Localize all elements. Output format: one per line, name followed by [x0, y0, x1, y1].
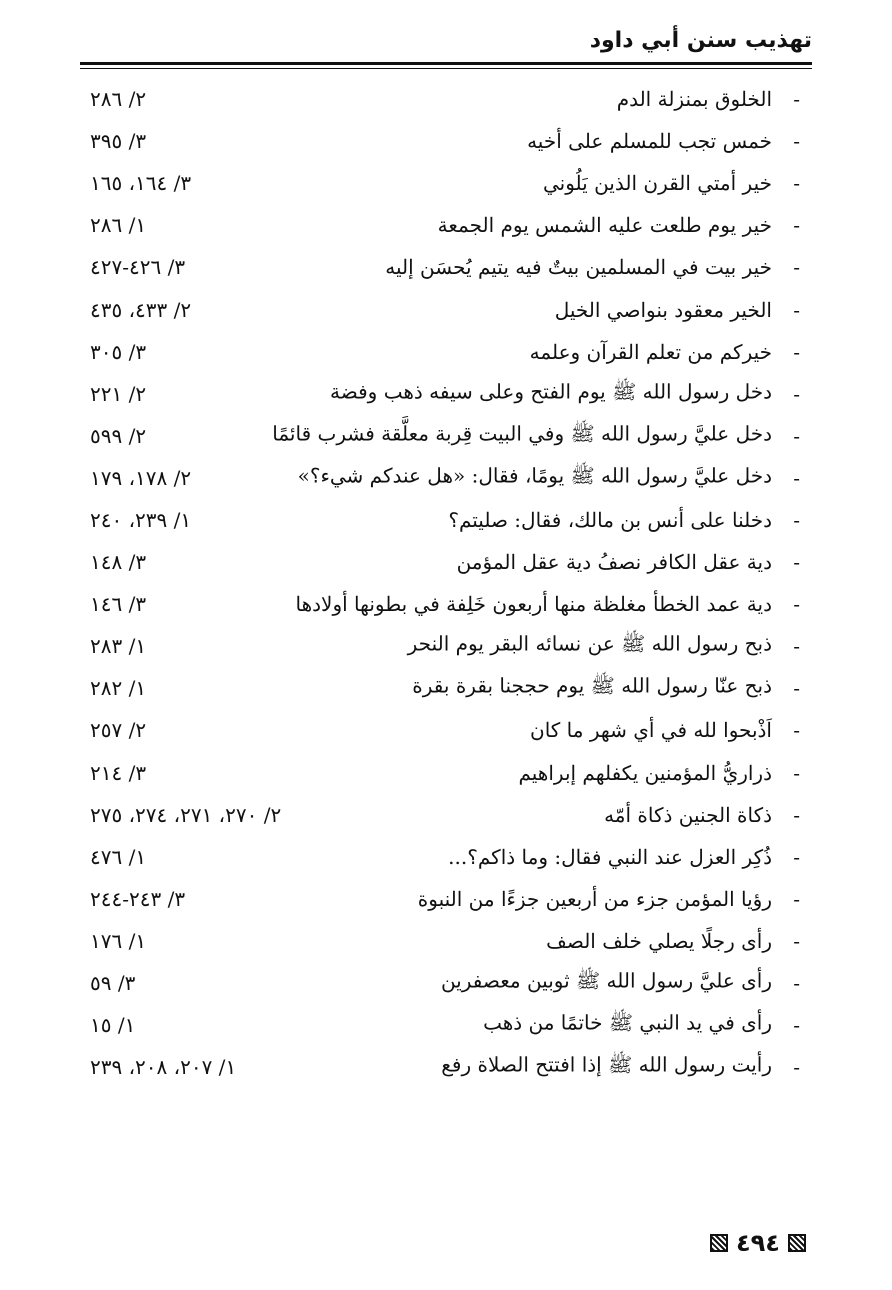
entry-dash: -	[793, 928, 800, 953]
entry-dash: -	[793, 297, 800, 322]
index-entry	[80, 457, 812, 499]
index-entry	[80, 246, 812, 288]
entry-text: دخل رسول الله ﷺ يوم الفتح وعلى سيفه ذهب وفضة	[330, 379, 772, 404]
entry-reference: ٣/ ٥٩	[90, 971, 136, 996]
entry-text: دية عقل الكافر نصفُ دية عقل المؤمن	[456, 550, 772, 575]
entry-text: دخلنا على أنس بن مالك، فقال: صليتم؟	[448, 507, 772, 532]
entry-text: ذكاة الجنين ذكاة أمّه	[604, 802, 772, 827]
entry-dash: -	[793, 550, 800, 575]
page-number: ٤٩٤	[736, 1229, 780, 1257]
entry-reference: ٣/ ٣٠٥	[90, 339, 147, 364]
entry-reference: ١/ ١٧٦	[90, 928, 147, 953]
index-entry	[80, 920, 812, 962]
index-entry	[80, 415, 812, 457]
entry-dash: -	[793, 802, 800, 827]
entry-text: خير أمتي القرن الذين يَلُوني	[542, 171, 772, 196]
entry-text: اَذْبحوا لله في أي شهر ما كان	[530, 718, 772, 743]
index-entry	[80, 752, 812, 794]
index-entry	[80, 162, 812, 204]
entry-dash: -	[793, 255, 800, 280]
entry-text: رأى في يد النبي ﷺ خاتمًا من ذهب	[483, 1010, 772, 1035]
entry-dash: -	[793, 592, 800, 617]
index-entry	[80, 120, 812, 162]
entry-reference: ٢/ ٢٢١	[90, 381, 147, 406]
entry-text: دخل عليَّ رسول الله ﷺ وفي البيت قِربة معلَّقة فشرب قائمًا	[272, 421, 772, 446]
entry-dash: -	[793, 87, 800, 112]
index-entry	[80, 962, 812, 1004]
entry-dash: -	[793, 129, 800, 154]
entry-reference: ١/ ٢٠٧، ٢٠٨، ٢٣٩	[90, 1055, 237, 1080]
entry-dash: -	[793, 634, 800, 659]
entry-text: ذراريُّ المؤمنين يكفلهم إبراهيم	[518, 760, 772, 785]
entry-reference: ١/ ٢٣٩، ٢٤٠	[90, 507, 192, 532]
entry-dash: -	[793, 971, 800, 996]
entry-text: رؤيا المؤمن جزء من أربعين جزءًا من النبوة	[417, 886, 772, 911]
entry-reference: ١/ ٢٨٣	[90, 634, 147, 659]
entry-text: الخير معقود بنواصي الخيل	[554, 297, 772, 322]
entry-dash: -	[793, 718, 800, 743]
entry-reference: ٣/ ٢٤٣-٢٤٤	[90, 886, 186, 911]
entry-dash: -	[793, 171, 800, 196]
entry-text: رأى رجلًا يصلي خلف الصف	[546, 928, 772, 953]
entry-text: خير بيت في المسلمين بيتٌ فيه يتيم يُحسَن إليه	[385, 255, 772, 280]
index-entry	[80, 709, 812, 751]
entry-reference: ٢/ ٢٨٦	[90, 87, 147, 112]
entry-reference: ٢/ ٢٧٠، ٢٧١، ٢٧٤، ٢٧٥	[90, 802, 282, 827]
entry-dash: -	[793, 465, 800, 490]
entry-text: خمس تجب للمسلم على أخيه	[527, 129, 772, 154]
entry-dash: -	[793, 381, 800, 406]
entry-dash: -	[793, 213, 800, 238]
entry-reference: ٣/ ٢١٤	[90, 760, 147, 785]
index-entry	[80, 583, 812, 625]
entry-reference: ١/ ٢٨٦	[90, 213, 147, 238]
page-footer	[708, 1228, 808, 1258]
entry-reference: ٣/ ١٦٤، ١٦٥	[90, 171, 192, 196]
running-header: تهذيب سنن أبي داود	[589, 28, 812, 53]
entry-reference: ٣/ ٣٩٥	[90, 129, 147, 154]
entry-dash: -	[793, 676, 800, 701]
entry-reference: ٣/ ٤٢٦-٤٢٧	[90, 255, 186, 280]
entry-text: خيركم من تعلم القرآن وعلمه	[529, 339, 772, 364]
index-entry	[80, 331, 812, 373]
entry-reference: ٣/ ١٤٨	[90, 550, 147, 575]
entry-text: الخلوق بمنزلة الدم	[616, 87, 772, 112]
entry-dash: -	[793, 339, 800, 364]
entry-text: دية عمد الخطأ مغلظة منها أربعون خَلِفة في بطونها أولادها	[295, 592, 772, 617]
header-rule-thin	[80, 68, 812, 69]
entry-text: ذبح رسول الله ﷺ عن نسائه البقر يوم النحر	[407, 631, 772, 656]
entry-text: خير يوم طلعت عليه الشمس يوم الجمعة	[437, 213, 772, 238]
entry-reference: ١/ ٢٨٢	[90, 676, 147, 701]
index-entry	[80, 878, 812, 920]
index-entry	[80, 667, 812, 709]
index-entry	[80, 794, 812, 836]
entry-text: ذبح عنّا رسول الله ﷺ يوم حججنا بقرة بقرة	[412, 673, 772, 698]
index-entries	[80, 78, 812, 1088]
index-entry	[80, 625, 812, 667]
entry-reference: ٢/ ٥٩٩	[90, 423, 147, 448]
index-entry	[80, 1046, 812, 1088]
entry-reference: ٢/ ١٧٨، ١٧٩	[90, 465, 192, 490]
entry-dash: -	[793, 1013, 800, 1038]
index-entry	[80, 204, 812, 246]
ornament-icon	[786, 1232, 808, 1254]
entry-text: رأى عليَّ رسول الله ﷺ ثوبين معصفرين	[440, 968, 772, 993]
header-rule	[80, 62, 812, 65]
entry-reference: ٣/ ١٤٦	[90, 592, 147, 617]
entry-dash: -	[793, 1055, 800, 1080]
index-entry	[80, 499, 812, 541]
index-entry	[80, 78, 812, 120]
index-entry	[80, 836, 812, 878]
entry-reference: ٢/ ٢٥٧	[90, 718, 147, 743]
entry-dash: -	[793, 844, 800, 869]
index-entry	[80, 373, 812, 415]
entry-text: رأيت رسول الله ﷺ إذا افتتح الصلاة رفع	[441, 1052, 772, 1077]
entry-text: ذُكِر العزل عند النبي فقال: وما ذاكم؟...	[448, 844, 772, 869]
entry-dash: -	[793, 507, 800, 532]
entry-dash: -	[793, 423, 800, 448]
entry-dash: -	[793, 886, 800, 911]
ornament-icon	[708, 1232, 730, 1254]
entry-dash: -	[793, 760, 800, 785]
entry-reference: ٢/ ٤٣٣، ٤٣٥	[90, 297, 192, 322]
index-entry	[80, 288, 812, 330]
entry-reference: ١/ ١٥	[90, 1013, 136, 1038]
index-entry	[80, 1004, 812, 1046]
index-entry	[80, 541, 812, 583]
entry-text: دخل عليَّ رسول الله ﷺ يومًا، فقال: «هل عندكم شيء؟»	[297, 463, 772, 488]
entry-reference: ١/ ٤٧٦	[90, 844, 147, 869]
